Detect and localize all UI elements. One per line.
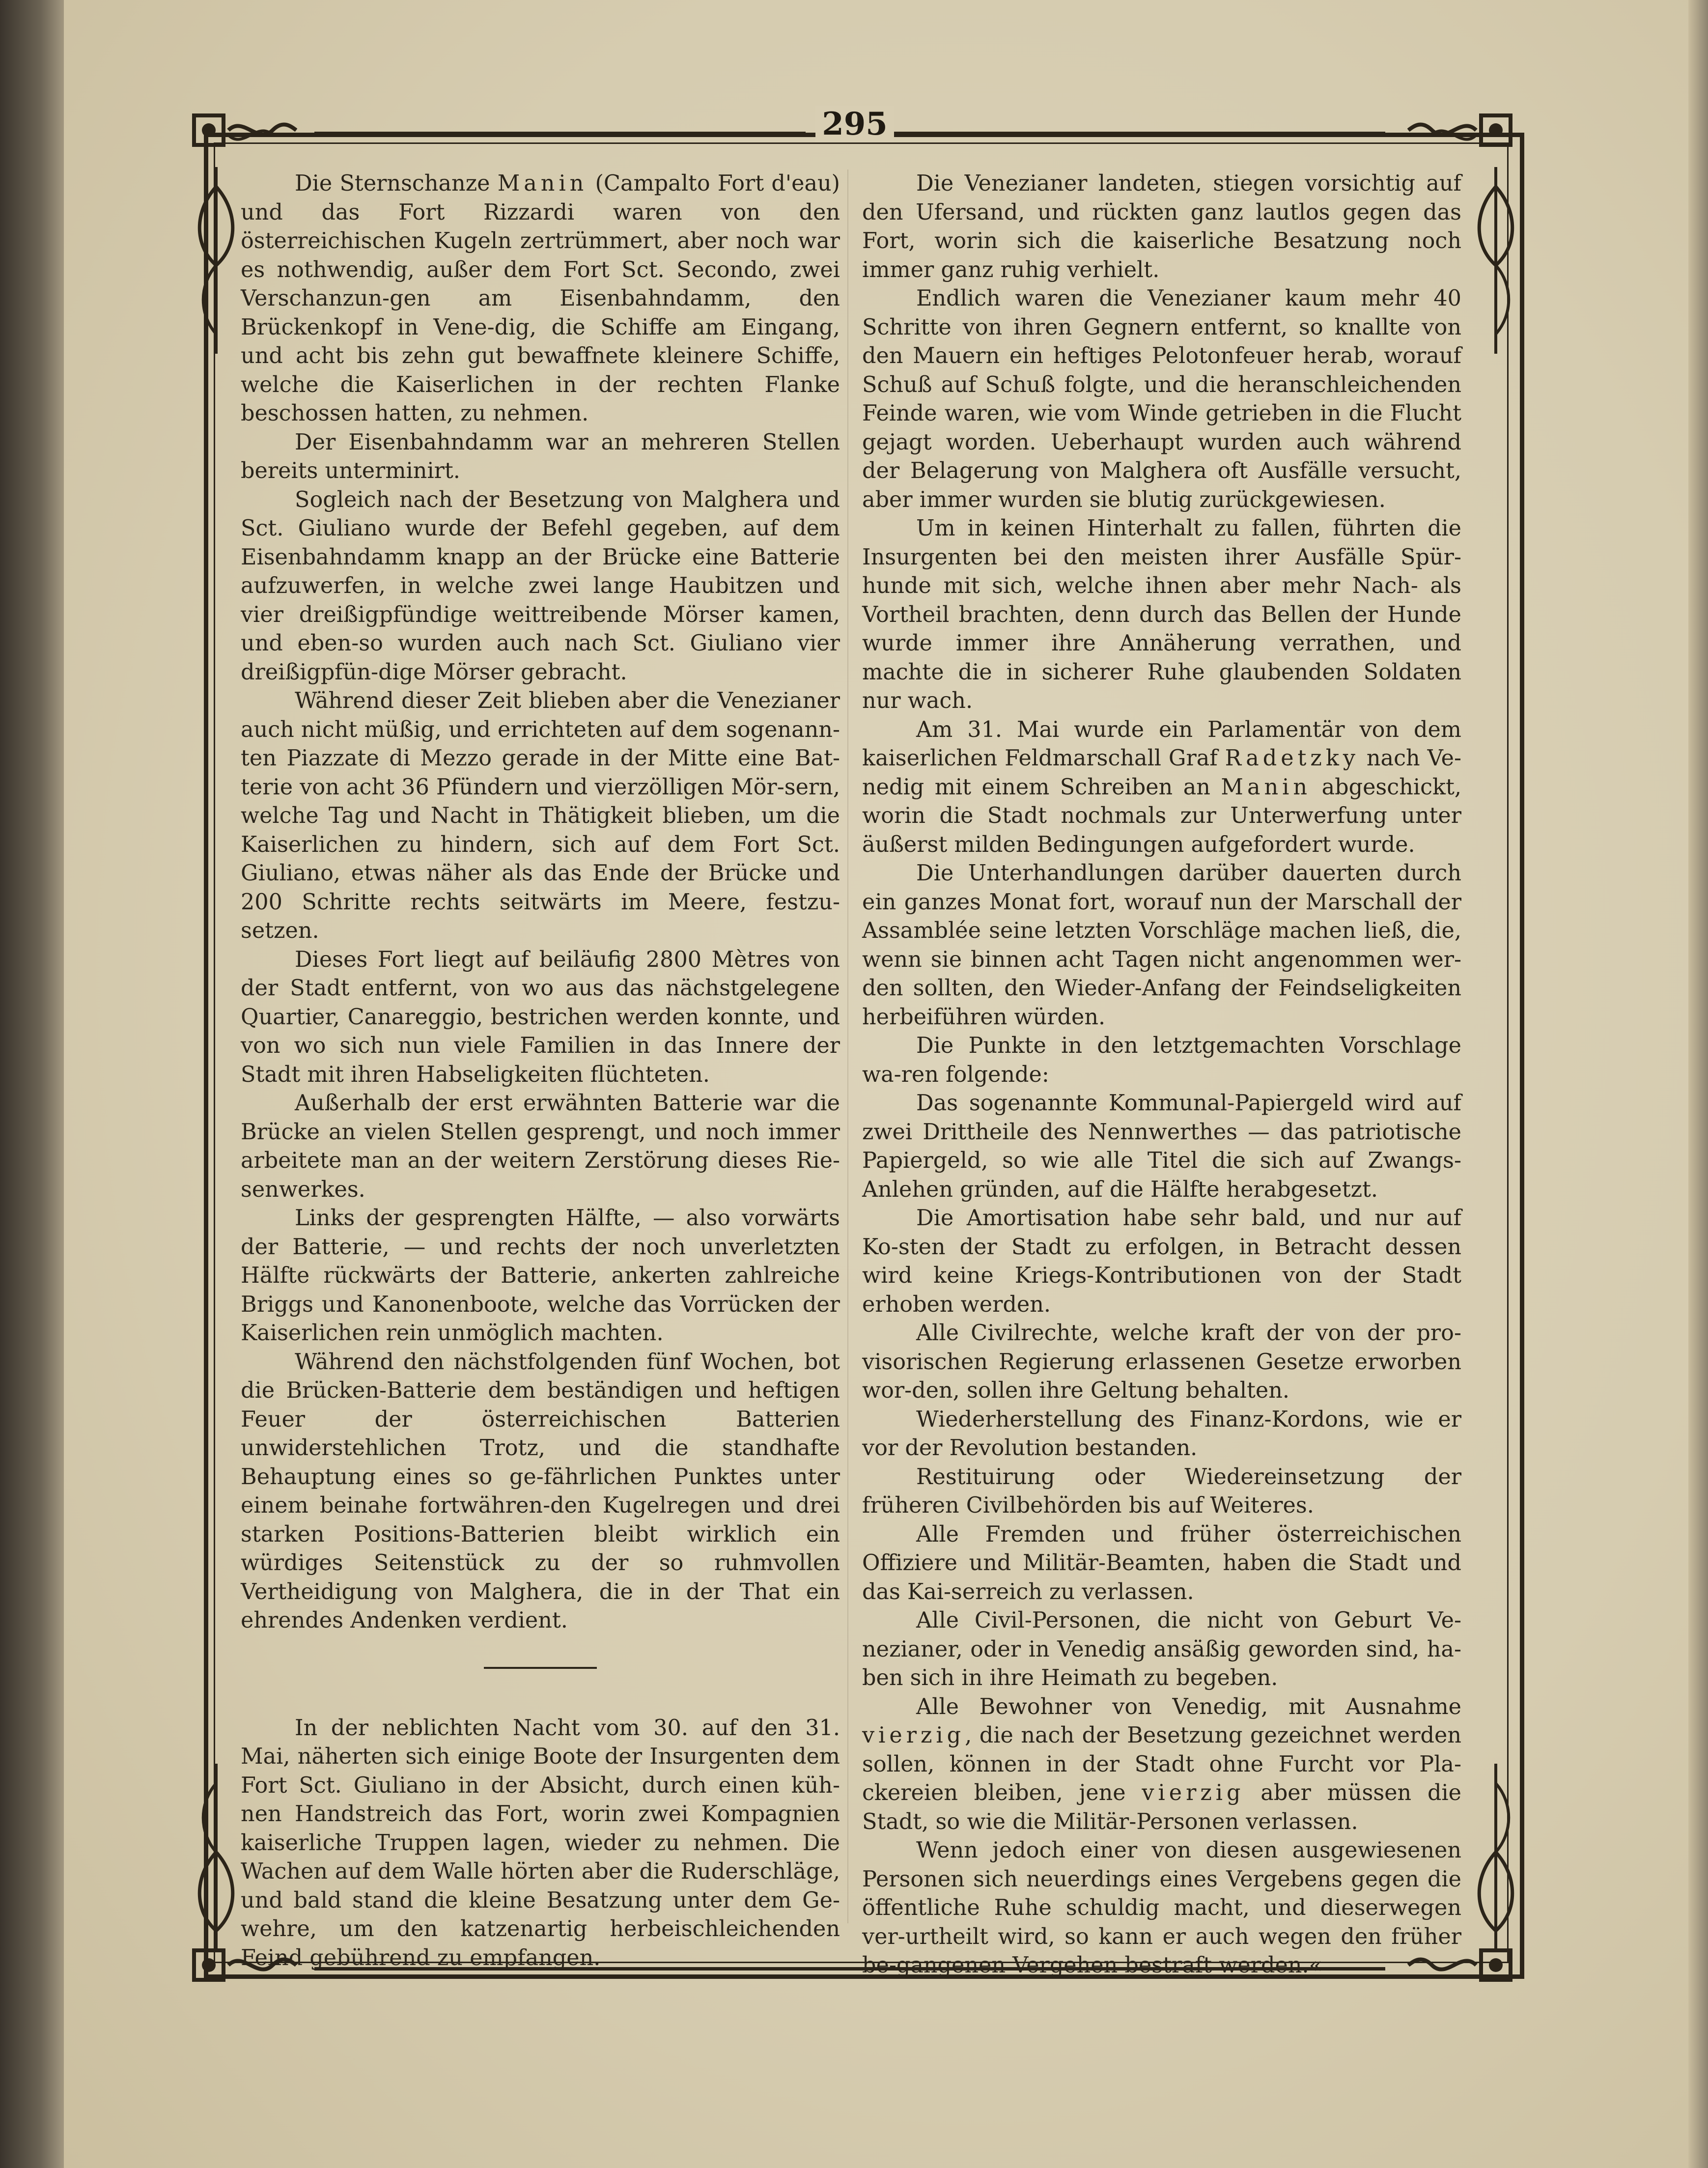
paragraph: Alle Fremden und früher österreichischen Offiziere und Militär-Beamten, haben die Stadt und das Kai-serreich zu verlassen.: [862, 1521, 1461, 1605]
paragraph: Die Amortisation habe sehr bald, und nur auf Ko-sten der Stadt zu erfolgen, in Betracht dessen wird keine Kriegs-Kontributionen von der Stadt erhoben werden.: [862, 1206, 1461, 1317]
book-gutter: [0, 0, 74, 2168]
page-number: 295: [815, 106, 894, 142]
paragraph: Alle Civil-Personen, die nicht von Geburt Ve-nezianer, oder in Venedig ansäßig geworden sind, ha-ben sich in ihre Heimath zu begeben.: [862, 1608, 1461, 1690]
header-rule-left: [314, 132, 806, 135]
paragraph: Wiederherstellung des Finanz-Kordons, wie er vor der Revolution bestanden.: [862, 1407, 1461, 1461]
left-column: [241, 169, 840, 1972]
header-rule-right: [894, 132, 1385, 135]
side-ornament-icon: [184, 167, 248, 354]
paragraph: In der neblichten Nacht vom 30. auf den 31. Mai, näherten sich einige Boote der Insurgenten dem Fort Sct. Giuliano in der Absicht, durch einen küh-nen Handstreich das Fort, worin zwei Kompagnien kaiserliche Truppen lagen, wieder zu nehmen. Die Wachen auf dem Walle hörten aber die Ruderschläge, und bald stand die kleine Besatzung unter dem Ge-wehre, um den katzenartig herbeischleichenden Feind gebührend zu empfangen.: [241, 1715, 840, 1971]
paragraph: Alle Civilrechte, welche kraft der von der pro-visorischen Regierung erlassenen Gesetze erworben wor-den, sollen ihre Geltung behalten.: [862, 1321, 1461, 1403]
paragraph: Der Eisenbahndamm war an mehreren Stellen bereits unterminirt.: [241, 429, 840, 483]
paragraph: Endlich waren die Venezianer kaum mehr 40 Schritte von ihren Gegnern entfernt, so knallte von den Mauern ein heftiges Pelotonfeuer herab, worauf Schuß auf Schuß folgte, und die heranschleichenden Feinde waren, wie vom Winde getrieben in die Flucht gejagt worden. Ueberhaupt wurden auch während der Belagerung von Malghera oft Ausfälle versucht, aber immer wurden sie blutig zurückgewiesen.: [862, 286, 1461, 512]
section-divider: [484, 1667, 597, 1669]
paragraph: Alle Bewohner von Venedig, mit Ausnahme vierzig, die nach der Besetzung gezeichnet werden sollen, können in der Stadt ohne Furcht vor Pla-ckereien bleiben, jene vierzig aber müssen die Stadt, so wie die Militär-Personen verlassen.: [862, 1694, 1461, 1834]
page-edge: [1688, 0, 1708, 2168]
paragraph: Am 31. Mai wurde ein Parlamentär von dem kaiserlichen Feldmarschall Graf Radetzky nach Ve-nedig mit einem Schreiben an Manin abgeschickt, worin die Stadt nochmals zur Unterwerfung unter äußerst milden Bedingungen aufgefordert wurde.: [862, 717, 1461, 857]
side-ornament-icon: [1464, 167, 1528, 354]
corner-ornament-icon: [1407, 106, 1520, 165]
corner-ornament-icon: [184, 106, 297, 165]
side-ornament-icon: [1464, 1764, 1528, 1950]
paragraph: Um in keinen Hinterhalt zu fallen, führten die Insurgenten bei den meisten ihrer Ausfälle Spür-hunde mit sich, welche ihnen aber mehr Nach- als Vortheil brachten, denn durch das Bellen der Hunde wurde immer ihre Annäherung verrathen, und machte die in sicherer Ruhe glaubenden Soldaten nur wach.: [862, 516, 1461, 713]
paragraph: Restituirung oder Wiedereinsetzung der früheren Civilbehörden bis auf Weiteres.: [862, 1464, 1461, 1518]
paragraph: Die Punkte in den letztgemachten Vorschlage wa-ren folgende:: [862, 1033, 1461, 1087]
side-ornament-icon: [184, 1764, 248, 1950]
paragraph: Die Venezianer landeten, stiegen vorsichtig auf den Ufersand, und rückten ganz lautlos gegen das Fort, worin sich die kaiserliche Besatzung noch immer ganz ruhig verhielt.: [862, 171, 1461, 282]
paragraph: Dieses Fort liegt auf beiläufig 2800 Mètres von der Stadt entfernt, von wo aus das nächstgelegene Quartier, Canareggio, bestrichen werden konnte, und von wo sich nun viele Familien in das Innere der Stadt mit ihren Habseligkeiten flüchteten.: [241, 947, 840, 1087]
paragraph: Das sogenannte Kommunal-Papiergeld wird auf zwei Drittheile des Nennwerthes — das patriotische Papiergeld, so wie alle Titel die sich auf Zwangs-Anlehen gründen, auf die Hälfte herabgesetzt.: [862, 1091, 1461, 1202]
paragraph: Wenn jedoch einer von diesen ausgewiesenen Personen sich neuerdings eines Vergebens gegen die öffentliche Ruhe schuldig macht, und dieserwegen ver-urtheilt wird, so kann er auch wegen den früher be-gangenen Vergehen bestraft werden.«: [862, 1838, 1461, 1978]
paragraph: Während den nächstfolgenden fünf Wochen, bot die Brücken-Batterie dem beständigen und heftigen Feuer der österreichischen Batterien unwiderstehlichen Trotz, und die standhafte Behauptung eines so ge-fährlichen Punktes unter einem beinahe fortwähren-den Kugelregen und drei starken Positions-Batterien bleibt wirklich ein würdiges Seitenstück zu der so ruhmvollen Vertheidigung von Malghera, die in der That ein ehrendes Andenken verdient.: [241, 1349, 840, 1633]
paragraph: Die Sternschanze Manin (Campalto Fort d'eau) und das Fort Rizzardi waren von den österreichischen Kugeln zertrümmert, aber noch war es nothwendig, außer dem Fort Sct. Secondo, zwei Verschanzun-gen am Eisenbahndamm, den Brückenkopf in Vene-dig, die Schiffe am Eingang, und acht bis zehn gut bewaffnete kleinere Schiffe, welche die Kaiserlichen in der rechten Flanke beschossen hatten, zu nehmen.: [241, 171, 840, 426]
paragraph: Links der gesprengten Hälfte, — also vorwärts der Batterie, — und rechts der noch unverletzten Hälfte rückwärts der Batterie, ankerten zahlreiche Briggs und Kanonenboote, welche das Vorrücken der Kaiserlichen rein unmöglich machten.: [241, 1206, 840, 1346]
right-column: [862, 169, 1461, 1980]
paragraph: Sogleich nach der Besetzung von Malghera und Sct. Giuliano wurde der Befehl gegeben, auf dem Eisenbahndamm knapp an der Brücke eine Batterie aufzuwerfen, in welche zwei lange Haubitzen und vier dreißigpfündige weittreibende Mörser kamen, und eben-so wurden auch nach Sct. Giuliano vier dreißigpfün-dige Mörser gebracht.: [241, 487, 840, 685]
paragraph: Außerhalb der erst erwähnten Batterie war die Brücke an vielen Stellen gesprengt, und noch immer arbeitete man an der weitern Zerstörung dieses Rie-senwerkes.: [241, 1091, 840, 1202]
column-separator: [847, 169, 848, 1923]
paragraph: Während dieser Zeit blieben aber die Venezianer auch nicht müßig, und errichteten auf dem sogenann-ten Piazzate di Mezzo gerade in der Mitte eine Bat-terie von acht 36 Pfündern und vierzölligen Mör-sern, welche Tag und Nacht in Thätigkeit blieben, um die Kaiserlichen zu hindern, sich auf dem Fort Sct. Giuliano, etwas näher als das Ende der Brücke und 200 Schritte rechts seitwärts im Meere, festzu-setzen.: [241, 688, 840, 943]
paragraph: Die Unterhandlungen darüber dauerten durch ein ganzes Monat fort, worauf nun der Marschall der Assamblée seine letzten Vorschläge machen ließ, die, wenn sie binnen acht Tagen nicht angenommen wer-den sollten, den Wieder-Anfang der Feindseligkeiten herbeiführen würden.: [862, 861, 1461, 1030]
